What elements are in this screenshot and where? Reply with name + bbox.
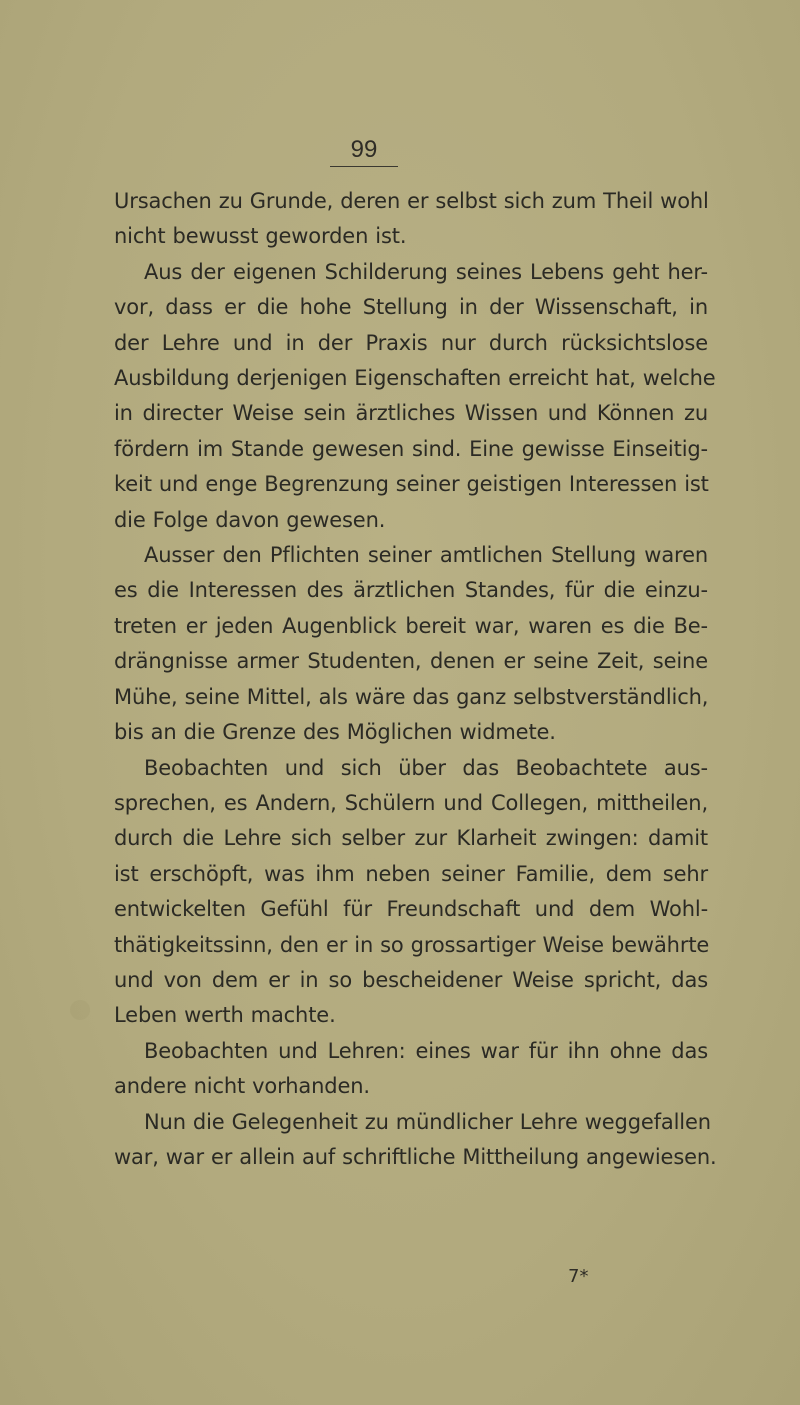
paragraph <box>114 538 708 750</box>
text-line: und von dem er in so bescheidener Weise spricht, das <box>114 967 708 992</box>
text-line: Aus der eigenen Schilderung seines Lebens geht her- <box>144 259 708 284</box>
paragraph <box>114 751 708 1034</box>
text-line: es die Interessen des ärztlichen Standes, für die einzu- <box>114 578 708 603</box>
text-line: Ausser den Pflichten seiner amtlichen Stellung waren <box>144 543 708 568</box>
text-line: in directer Weise sein ärztliches Wissen und Können zu <box>114 401 708 426</box>
text-line: Beobachten und Lehren: eines war für ihn ohne das <box>144 1038 708 1063</box>
text-line: keit und enge Begrenzung seiner geistigen Interessen ist <box>114 472 709 497</box>
text-line: der Lehre und in der Praxis nur durch rücksichtslose <box>114 330 708 355</box>
text-line: nicht bewusst geworden ist. <box>114 224 407 249</box>
paper-stain <box>70 1000 90 1020</box>
text-line: durch die Lehre sich selber zur Klarheit zwingen: damit <box>114 826 708 851</box>
text-line: Leben werth machte. <box>114 1003 336 1028</box>
text-line: Mühe, seine Mittel, als wäre das ganz selbstverständlich, <box>114 684 709 709</box>
text-line: drängnisse armer Studenten, denen er seine Zeit, seine <box>114 649 708 674</box>
text-line: fördern im Stande gewesen sind. Eine gewisse Einseitig- <box>114 436 708 461</box>
text-line: entwickelten Gefühl für Freundschaft und dem Wohl- <box>114 897 708 922</box>
text-line: Nun die Gelegenheit zu mündlicher Lehre weggefallen <box>144 1109 711 1134</box>
paragraph <box>114 1034 708 1105</box>
text-line: die Folge davon gewesen. <box>114 507 386 532</box>
paragraph <box>114 184 708 255</box>
text-line: vor, dass er die hohe Stellung in der Wissenschaft, in <box>114 295 708 320</box>
text-line: thätigkeitssinn, den er in so grossartiger Weise bewährte <box>114 932 710 957</box>
page-number: 99 <box>330 136 398 167</box>
signature-mark: 7* <box>568 1266 589 1287</box>
text-line: treten er jeden Augenblick bereit war, waren es die Be- <box>114 613 708 638</box>
text-line: war, war er allein auf schriftliche Mittheilung angewiesen. <box>114 1144 717 1169</box>
text-line: Ursachen zu Grunde, deren er selbst sich zum Theil wohl <box>114 189 709 213</box>
text-line: andere nicht vorhanden. <box>114 1074 370 1099</box>
paragraph <box>114 1105 717 1176</box>
paragraph <box>114 255 716 538</box>
text-line: Ausbildung derjenigen Eigenschaften erreicht hat, welche <box>114 366 716 391</box>
text-line: bis an die Grenze des Möglichen widmete. <box>114 720 556 745</box>
text-line: Beobachten und sich über das Beobachtete aus- <box>144 755 708 780</box>
body-text <box>114 184 717 1175</box>
text-line: ist erschöpft, was ihm neben seiner Familie, dem sehr <box>114 861 708 886</box>
text-line: sprechen, es Andern, Schülern und Collegen, mittheilen, <box>114 790 708 815</box>
